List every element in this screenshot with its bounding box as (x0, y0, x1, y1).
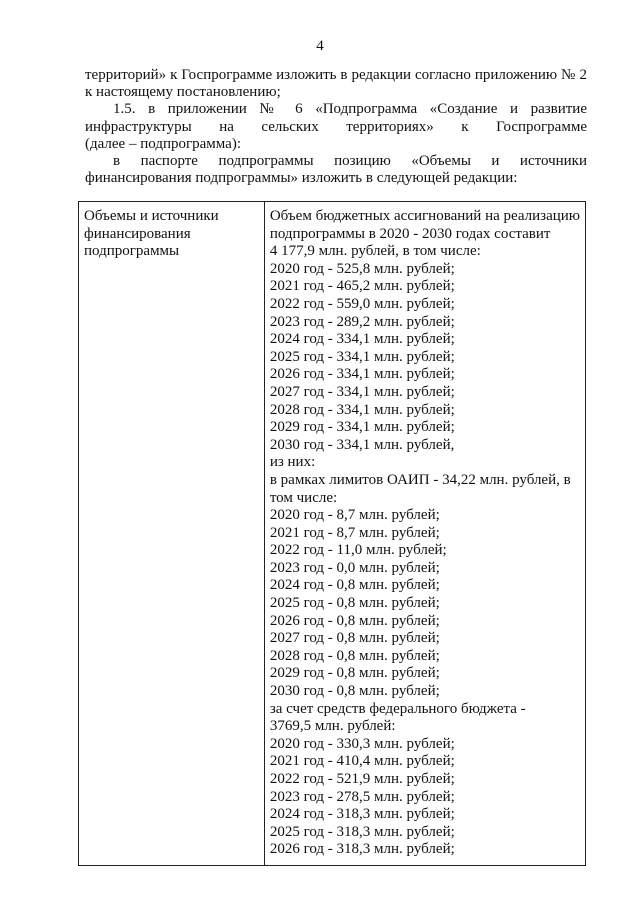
intro-line-1: территорий» к Госпрограмме изложить в редакции согласно приложению № 2 (85, 67, 587, 83)
financing-line: подпрограммы в 2020 - 2030 годах составит (269, 225, 551, 242)
financing-line: из них: (269, 454, 316, 471)
financing-line: том числе: (269, 489, 338, 506)
financing-line: 2030 год - 0,8 млн. рублей; (269, 683, 440, 700)
financing-line: Объем бюджетных ассигнований на реализацию (269, 208, 580, 224)
financing-line: 2021 год - 410,4 млн. рублей; (269, 753, 455, 770)
position-name-line: подпрограммы (84, 243, 180, 260)
financing-line: 2030 год - 334,1 млн. рублей, (269, 436, 455, 453)
financing-line: 4 177,9 млн. рублей, в том числе: (269, 243, 481, 260)
financing-line: 2022 год - 559,0 млн. рублей; (269, 295, 455, 312)
financing-line: 2026 год - 0,8 млн. рублей; (269, 612, 440, 629)
financing-line: 2024 год - 334,1 млн. рублей; (269, 331, 455, 348)
position-name-line: Объемы и источники (84, 208, 219, 224)
financing-line: 2024 год - 318,3 млн. рублей; (269, 806, 455, 823)
intro-line-4: инфраструктуры на сельских территориях» к Госпрограмме (85, 119, 587, 135)
financing-line: 2020 год - 330,3 млн. рублей; (269, 735, 455, 752)
financing-line: 2026 год - 318,3 млн. рублей; (269, 841, 455, 858)
financing-line: 2023 год - 0,0 млн. рублей; (269, 559, 440, 576)
financing-line: 2023 год - 289,2 млн. рублей; (269, 313, 455, 330)
financing-line: 2027 год - 0,8 млн. рублей; (269, 630, 440, 647)
financing-line: 2020 год - 525,8 млн. рублей; (269, 260, 455, 277)
financing-line: 2022 год - 11,0 млн. рублей; (269, 542, 447, 559)
intro-line-7: финансирования подпрограммы» изложить в следующей редакции: (85, 170, 518, 186)
financing-line: 3769,5 млн. рублей: (269, 718, 396, 735)
financing-line: за счет средств федерального бюджета - (269, 700, 526, 717)
financing-line: 2021 год - 8,7 млн. рублей; (269, 524, 440, 541)
financing-line: в рамках лимитов ОАИП - 34,22 млн. рублей, в (269, 471, 571, 488)
passport-table (78, 201, 586, 866)
table-row (79, 202, 586, 866)
financing-line: 2022 год - 521,9 млн. рублей; (269, 771, 455, 787)
financing-line: 2026 год - 334,1 млн. рублей; (269, 366, 455, 383)
financing-line: 2029 год - 334,1 млн. рублей; (269, 419, 455, 436)
financing-details-cell (264, 202, 585, 866)
financing-line: 2028 год - 0,8 млн. рублей; (269, 647, 440, 664)
intro-line-3: 1.5. в приложении № 6 «Подпрограмма «Создание и развитие (113, 101, 587, 117)
intro-line-2: к настоящему постановлению; (85, 84, 281, 100)
financing-line: 2024 год - 0,8 млн. рублей; (269, 577, 440, 594)
financing-line: 2023 год - 278,5 млн. рублей; (269, 788, 455, 805)
financing-line: 2027 год - 334,1 млн. рублей; (269, 383, 455, 400)
intro-line-6: в паспорте подпрограммы позицию «Объемы и источники (113, 153, 587, 169)
position-name-line: финансирования (84, 225, 191, 242)
financing-line: 2025 год - 318,3 млн. рублей; (269, 823, 455, 840)
financing-line: 2029 год - 0,8 млн. рублей; (269, 665, 440, 682)
financing-line: 2028 год - 334,1 млн. рублей; (269, 401, 455, 418)
financing-line: 2020 год - 8,7 млн. рублей; (269, 507, 440, 524)
intro-line-5: (далее – подпрограмма): (85, 136, 241, 152)
financing-line: 2025 год - 334,1 млн. рублей; (269, 348, 455, 365)
financing-line: 2025 год - 0,8 млн. рублей; (269, 595, 440, 612)
page-number: 4 (316, 38, 324, 54)
financing-line: 2021 год - 465,2 млн. рублей; (269, 278, 455, 295)
position-name-cell (79, 202, 265, 866)
